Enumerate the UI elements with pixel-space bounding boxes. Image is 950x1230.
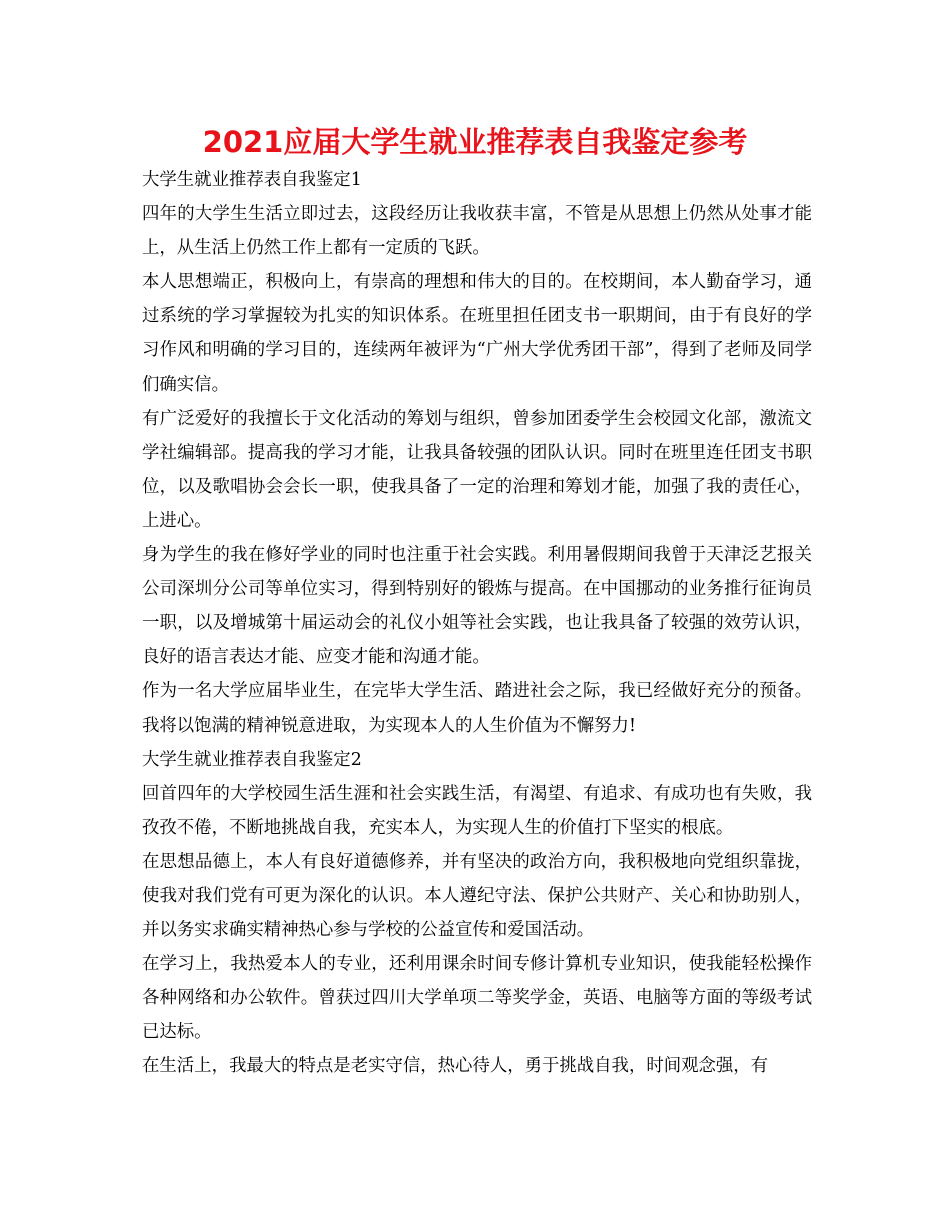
section-1-paragraph-1: 四年的大学生生活立即过去，这段经历让我收获丰富，不管是从思想上仍然从处事才能上，从生活上仍然工作上都有一定质的飞跃。 [142, 204, 812, 259]
section-2-paragraph-3: 在学习上，我热爱本人的专业，还利用课余时间专修计算机专业知识，使我能轻松操作各种网络和办公软件。曾获过四川大学单项二等奖学金，英语、电脑等方面的等级考试已达标。 [142, 954, 812, 1043]
section-2-paragraph-4: 在生活上，我最大的特点是老实守信，热心待人，勇于挑战自我，时间观念强，有 [142, 1056, 769, 1077]
section-2-paragraph-1: 回首四年的大学校园生活生涯和社会实践生活，有渴望、有追求、有成功也有失败，我孜孜不倦，不断地挑战自我，充实本人，为实现人生的价值打下坚实的根底。 [142, 783, 812, 838]
section-1-heading: 大学生就业推荐表自我鉴定1 [142, 170, 362, 190]
section-1-paragraph-3: 有广泛爱好的我擅长于文化活动的筹划与组织，曾参加团委学生会校园文化部，激流文学社编辑部。提高我的学习才能，让我具备较强的团队认识。同时在班里连任团支书职位，以及歌唱协会会长一职，使我具备了一定的治理和筹划才能，加强了我的责任心，上进心。 [142, 408, 812, 531]
section-1-paragraph-4: 身为学生的我在修好学业的同时也注重于社会实践。利用暑假期间我曾于天津泛艺报关公司深圳分公司等单位实习，得到特别好的锻炼与提高。在中国挪动的业务推行征询员一职，以及增城第十届运动会的礼仪小姐等社会实践，也让我具备了较强的效劳认识，良好的语言表达才能、应变才能和沟通才能。 [142, 545, 812, 668]
section-2-paragraph-2: 在思想品德上，本人有良好道德修养，并有坚决的政治方向，我积极地向党组织靠拢，使我对我们党有可更为深化的认识。本人遵纪守法、保护公共财产、关心和协助别人，并以务实求确实精神热心参与学校的公益宣传和爱国活动。 [142, 851, 812, 941]
section-1-paragraph-5: 作为一名大学应届毕业生，在完毕大学生活、踏进社会之际，我已经做好充分的预备。我将以饱满的精神锐意进取，为实现本人的人生价值为不懈努力! [142, 681, 812, 736]
document-title: 2021应届大学生就业推荐表自我鉴定参考 [202, 125, 748, 159]
section-1-paragraph-2: 本人思想端正，积极向上，有崇高的理想和伟大的目的。在校期间，本人勤奋学习，通过系统的学习掌握较为扎实的知识体系。在班里担任团支书一职期间，由于有良好的学习作风和明确的学习目的，连续两年被评为“广州大学优秀团干部”，得到了老师及同学们确实信。 [142, 272, 812, 395]
section-2-heading: 大学生就业推荐表自我鉴定2 [142, 749, 362, 770]
document-body [142, 163, 812, 1084]
